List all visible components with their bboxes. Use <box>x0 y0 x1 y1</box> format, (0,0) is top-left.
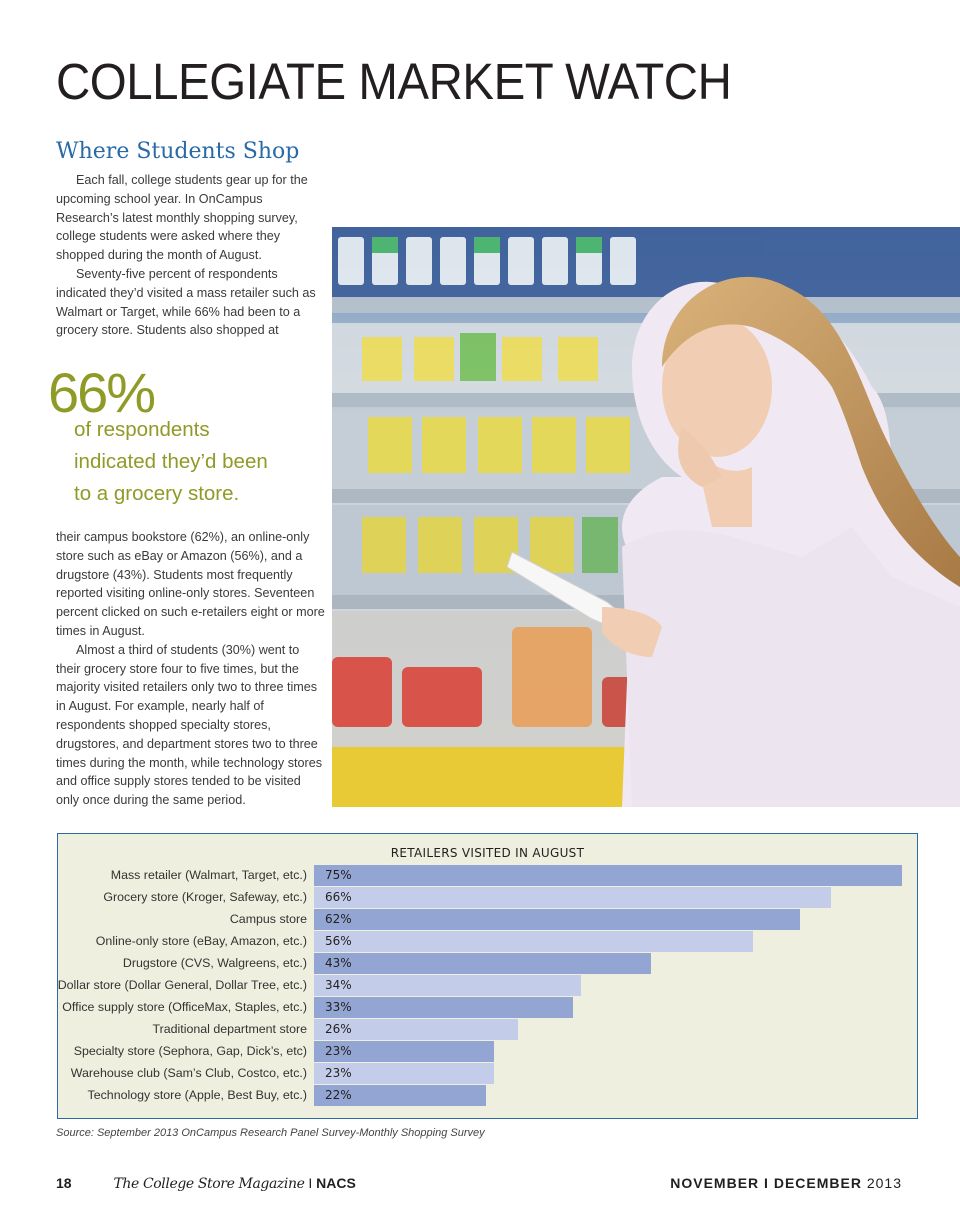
article-column-top <box>56 171 326 340</box>
pullquote-number: 66% <box>48 361 155 424</box>
source-note: Source: September 2013 OnCampus Research Panel Survey-Monthly Shopping Survey <box>56 1127 485 1139</box>
bar-value-label: 23% <box>325 1066 352 1080</box>
bar-category-label: Traditional department store <box>152 1022 307 1036</box>
bar <box>314 865 902 886</box>
page-title: COLLEGIATE MARKET WATCH <box>56 53 732 110</box>
issue-separator: I <box>764 1175 769 1191</box>
bar-category-label: Campus store <box>229 912 307 926</box>
article-paragraph: Each fall, college students gear up for the upcoming school year. In OnCampus Research’s latest monthly shopping survey, college students were asked where they shopped during the month of August. <box>56 173 308 263</box>
article-subhead: Where Students Shop <box>56 139 300 164</box>
bar-value-label: 33% <box>325 1000 352 1014</box>
bar-value-label: 56% <box>325 934 352 948</box>
bar <box>314 909 800 930</box>
issue-month-2: DECEMBER <box>773 1175 862 1191</box>
bar-category-label: Grocery store (Kroger, Safeway, etc.) <box>103 890 307 904</box>
bar-value-label: 43% <box>325 956 352 970</box>
photo-illustration <box>332 227 960 807</box>
bar <box>314 975 581 996</box>
bar-category-label: Mass retailer (Walmart, Target, etc.) <box>110 868 307 882</box>
bar-category-label: Warehouse club (Sam’s Club, Costco, etc.) <box>70 1066 307 1080</box>
bar-category-label: Online-only store (eBay, Amazon, etc.) <box>95 934 307 948</box>
retailers-chart <box>57 833 918 1119</box>
bar-value-label: 75% <box>325 868 352 882</box>
bar-value-label: 23% <box>325 1044 352 1058</box>
bar <box>314 887 831 908</box>
bar-category-label: Specialty store (Sephora, Gap, Dick’s, etc) <box>73 1044 307 1058</box>
bar-value-label: 22% <box>325 1088 352 1102</box>
page-number: 18 <box>56 1175 72 1191</box>
org-name: NACS <box>316 1175 356 1191</box>
chart-title: RETAILERS VISITED IN AUGUST <box>390 846 585 860</box>
article-paragraph: Seventy-five percent of respondents indicated they’d visited a mass retailer such as Walmart or Target, while 66% had been to a grocery store. Students also shopped at <box>56 266 316 338</box>
bar-category-label: Office supply store (OfficeMax, Staples, etc.) <box>62 1000 307 1014</box>
issue-month-1: NOVEMBER <box>670 1175 760 1191</box>
bar-value-label: 66% <box>325 890 352 904</box>
shopper-photo <box>332 227 960 807</box>
bar-value-label: 34% <box>325 978 352 992</box>
article-paragraph: their campus bookstore (62%), an online-only store such as eBay or Amazon (56%), and a drugstore (43%). Students most frequently reported visiting online-only stores. Seventeen percent clicked on such e-retailers eight or more times in August. <box>56 530 325 638</box>
bar-value-label: 62% <box>325 912 352 926</box>
article-paragraph: Almost a third of students (30%) went to their grocery store four to five times, but the majority visited retailers only two to three times in August. For example, nearly half of respondents shopped specialty stores, drugstores, and department stores two to three times during the month, while technology stores and office supply stores tended to be visited only once during the same period. <box>56 642 323 808</box>
issue-year: 2013 <box>866 1175 902 1191</box>
bar-category-label: Dollar store (Dollar General, Dollar Tree, etc.) <box>57 978 307 992</box>
footer-left <box>56 1175 356 1192</box>
bar-value-label: 26% <box>325 1022 352 1036</box>
footer-issue <box>670 1175 902 1191</box>
magazine-name: The College Store Magazine <box>113 1176 305 1192</box>
pullquote-text <box>74 414 324 510</box>
bar <box>314 931 753 952</box>
bar-category-label: Technology store (Apple, Best Buy, etc.) <box>87 1088 307 1102</box>
bar <box>314 953 651 974</box>
bar <box>314 997 573 1018</box>
footer-separator: I <box>308 1175 313 1191</box>
pullquote-line: to a grocery store. <box>74 482 240 505</box>
pullquote-line: indicated they’d been <box>74 450 268 473</box>
pullquote-line: of respondents <box>74 418 210 441</box>
article-column-bottom <box>56 528 326 810</box>
bar-category-label: Drugstore (CVS, Walgreens, etc.) <box>122 956 307 970</box>
